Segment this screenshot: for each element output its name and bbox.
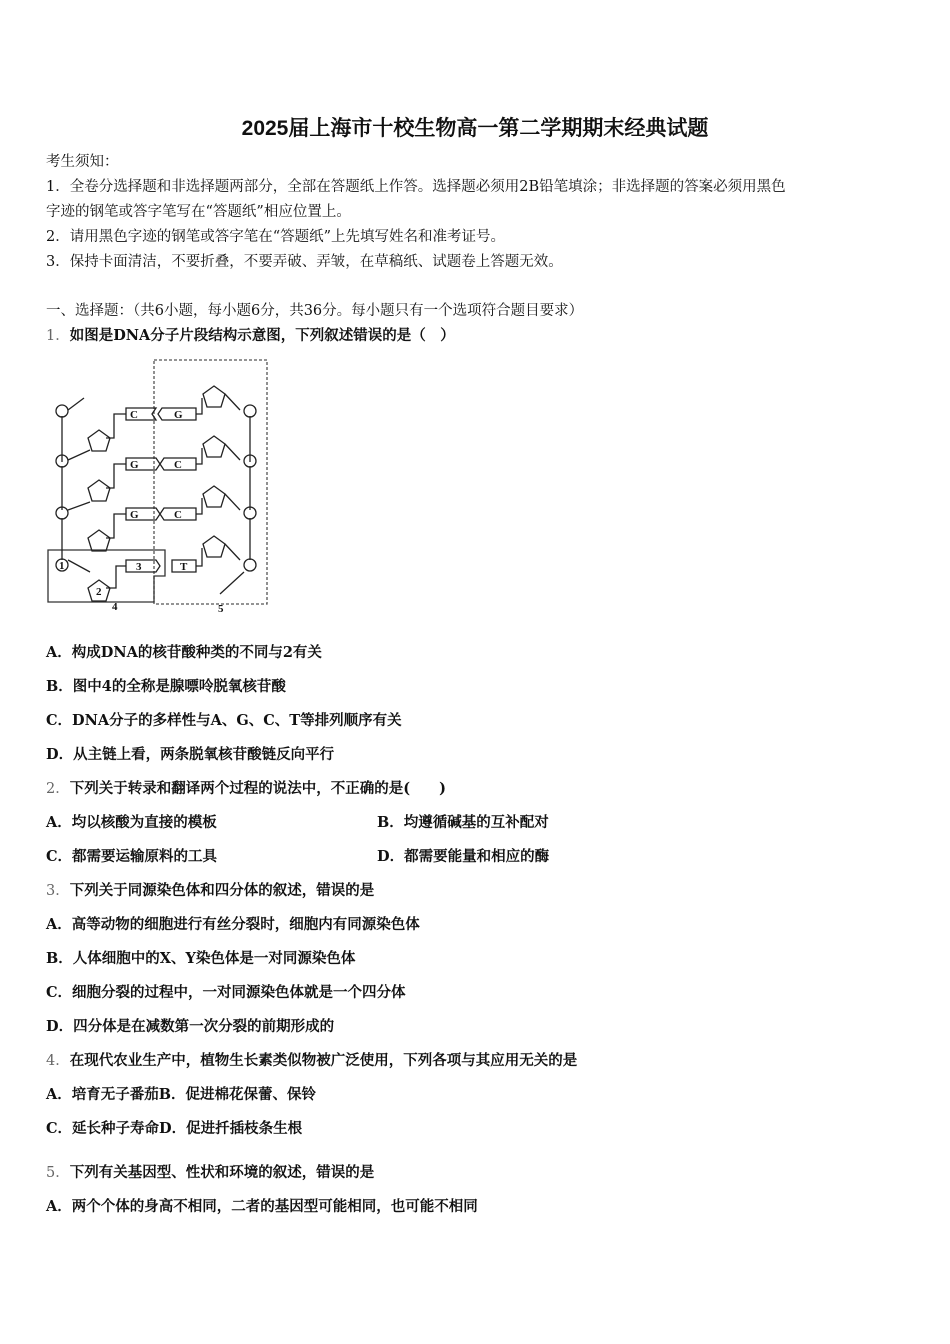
base-label: G [174, 409, 183, 421]
option: A．培育无子番茄B．促进棉花保蕾、保铃 [46, 1086, 317, 1103]
section-heading: 一、选择题：（共6小题，每小题6分，共36分。每小题只有一个选项符合题目要求） [46, 303, 584, 319]
option: B．图中4的全称是腺嘌呤脱氧核苷酸 [46, 678, 286, 695]
question-2 [46, 779, 446, 799]
option: A．构成DNA的核苷酸种类的不同与2有关 [46, 644, 322, 661]
dna-structure-diagram [44, 358, 274, 614]
base-label: G [130, 509, 139, 521]
notice-item: 字迹的钢笔或答字笔写在“答题纸”相应位置上。 [46, 204, 351, 220]
question-text: 在现代农业生产中，植物生长素类似物被广泛使用，下列各项与其应用无关的是 [69, 1052, 578, 1069]
option: B．人体细胞中的X、Y染色体是一对同源染色体 [46, 950, 356, 967]
option: C．延长种子寿命D．促进扦插枝条生根 [46, 1120, 303, 1137]
option: A．高等动物的细胞进行有丝分裂时，细胞内有同源染色体 [46, 916, 420, 933]
label-1: 1 [59, 560, 65, 572]
option: D．从主链上看，两条脱氧核苷酸链反向平行 [46, 746, 335, 763]
base-label: C [174, 459, 182, 471]
question-text: 下列关于转录和翻译两个过程的说法中，不正确的是( ) [69, 780, 446, 797]
question-number: 2． [46, 781, 70, 797]
option: A．两个个体的身高不相同，二者的基因型可能相同，也可能不相同 [46, 1198, 478, 1215]
base-label: 3 [136, 561, 142, 573]
question-3 [46, 881, 374, 901]
question-number: 1． [46, 328, 70, 344]
notice-item: 2．请用黑色字迹的钢笔或答字笔在“答题纸”上先填写姓名和准考证号。 [46, 229, 506, 245]
question-text: 下列关于同源染色体和四分体的叙述，错误的是 [69, 882, 375, 899]
label-4: 4 [112, 601, 118, 613]
label-2: 2 [96, 586, 102, 598]
question-text: 下列有关基因型、性状和环境的叙述，错误的是 [69, 1164, 375, 1181]
base-label: G [130, 459, 139, 471]
base-label: C [130, 409, 138, 421]
question-1 [46, 326, 455, 346]
base-label: C [174, 509, 182, 521]
base-label: T [180, 561, 188, 573]
notice-item: 1．全卷分选择题和非选择题两部分，全部在答题纸上作答。选择题必须用2B铅笔填涂；非选择题的答案必须用黑色 [46, 179, 786, 195]
option: C．DNA分子的多样性与A、G、C、T等排列顺序有关 [46, 712, 402, 729]
question-4 [46, 1051, 577, 1071]
question-number: 3． [46, 883, 70, 899]
question-text: 如图是DNA分子片段结构示意图，下列叙述错误的是（ ） [69, 327, 455, 344]
option: B．均遵循碱基的互补配对 [377, 814, 549, 831]
page-title: 2025届上海市十校生物高一第二学期期末经典试题 [241, 117, 709, 140]
option: A．均以核酸为直接的模板 [46, 814, 217, 831]
option: D．四分体是在减数第一次分裂的前期形成的 [46, 1018, 335, 1035]
option: C．细胞分裂的过程中，一对同源染色体就是一个四分体 [46, 984, 406, 1001]
question-number: 4． [46, 1053, 70, 1069]
notice-item: 3．保持卡面清洁，不要折叠，不要弄破、弄皱，在草稿纸、试题卷上答题无效。 [46, 254, 563, 270]
box-4 [48, 550, 165, 602]
label-5: 5 [218, 603, 224, 614]
question-number: 5． [46, 1165, 70, 1181]
option: D．都需要能量和相应的酶 [377, 848, 550, 865]
question-5 [46, 1163, 374, 1183]
option: C．都需要运输原料的工具 [46, 848, 218, 865]
notice-heading: 考生须知： [46, 154, 119, 170]
